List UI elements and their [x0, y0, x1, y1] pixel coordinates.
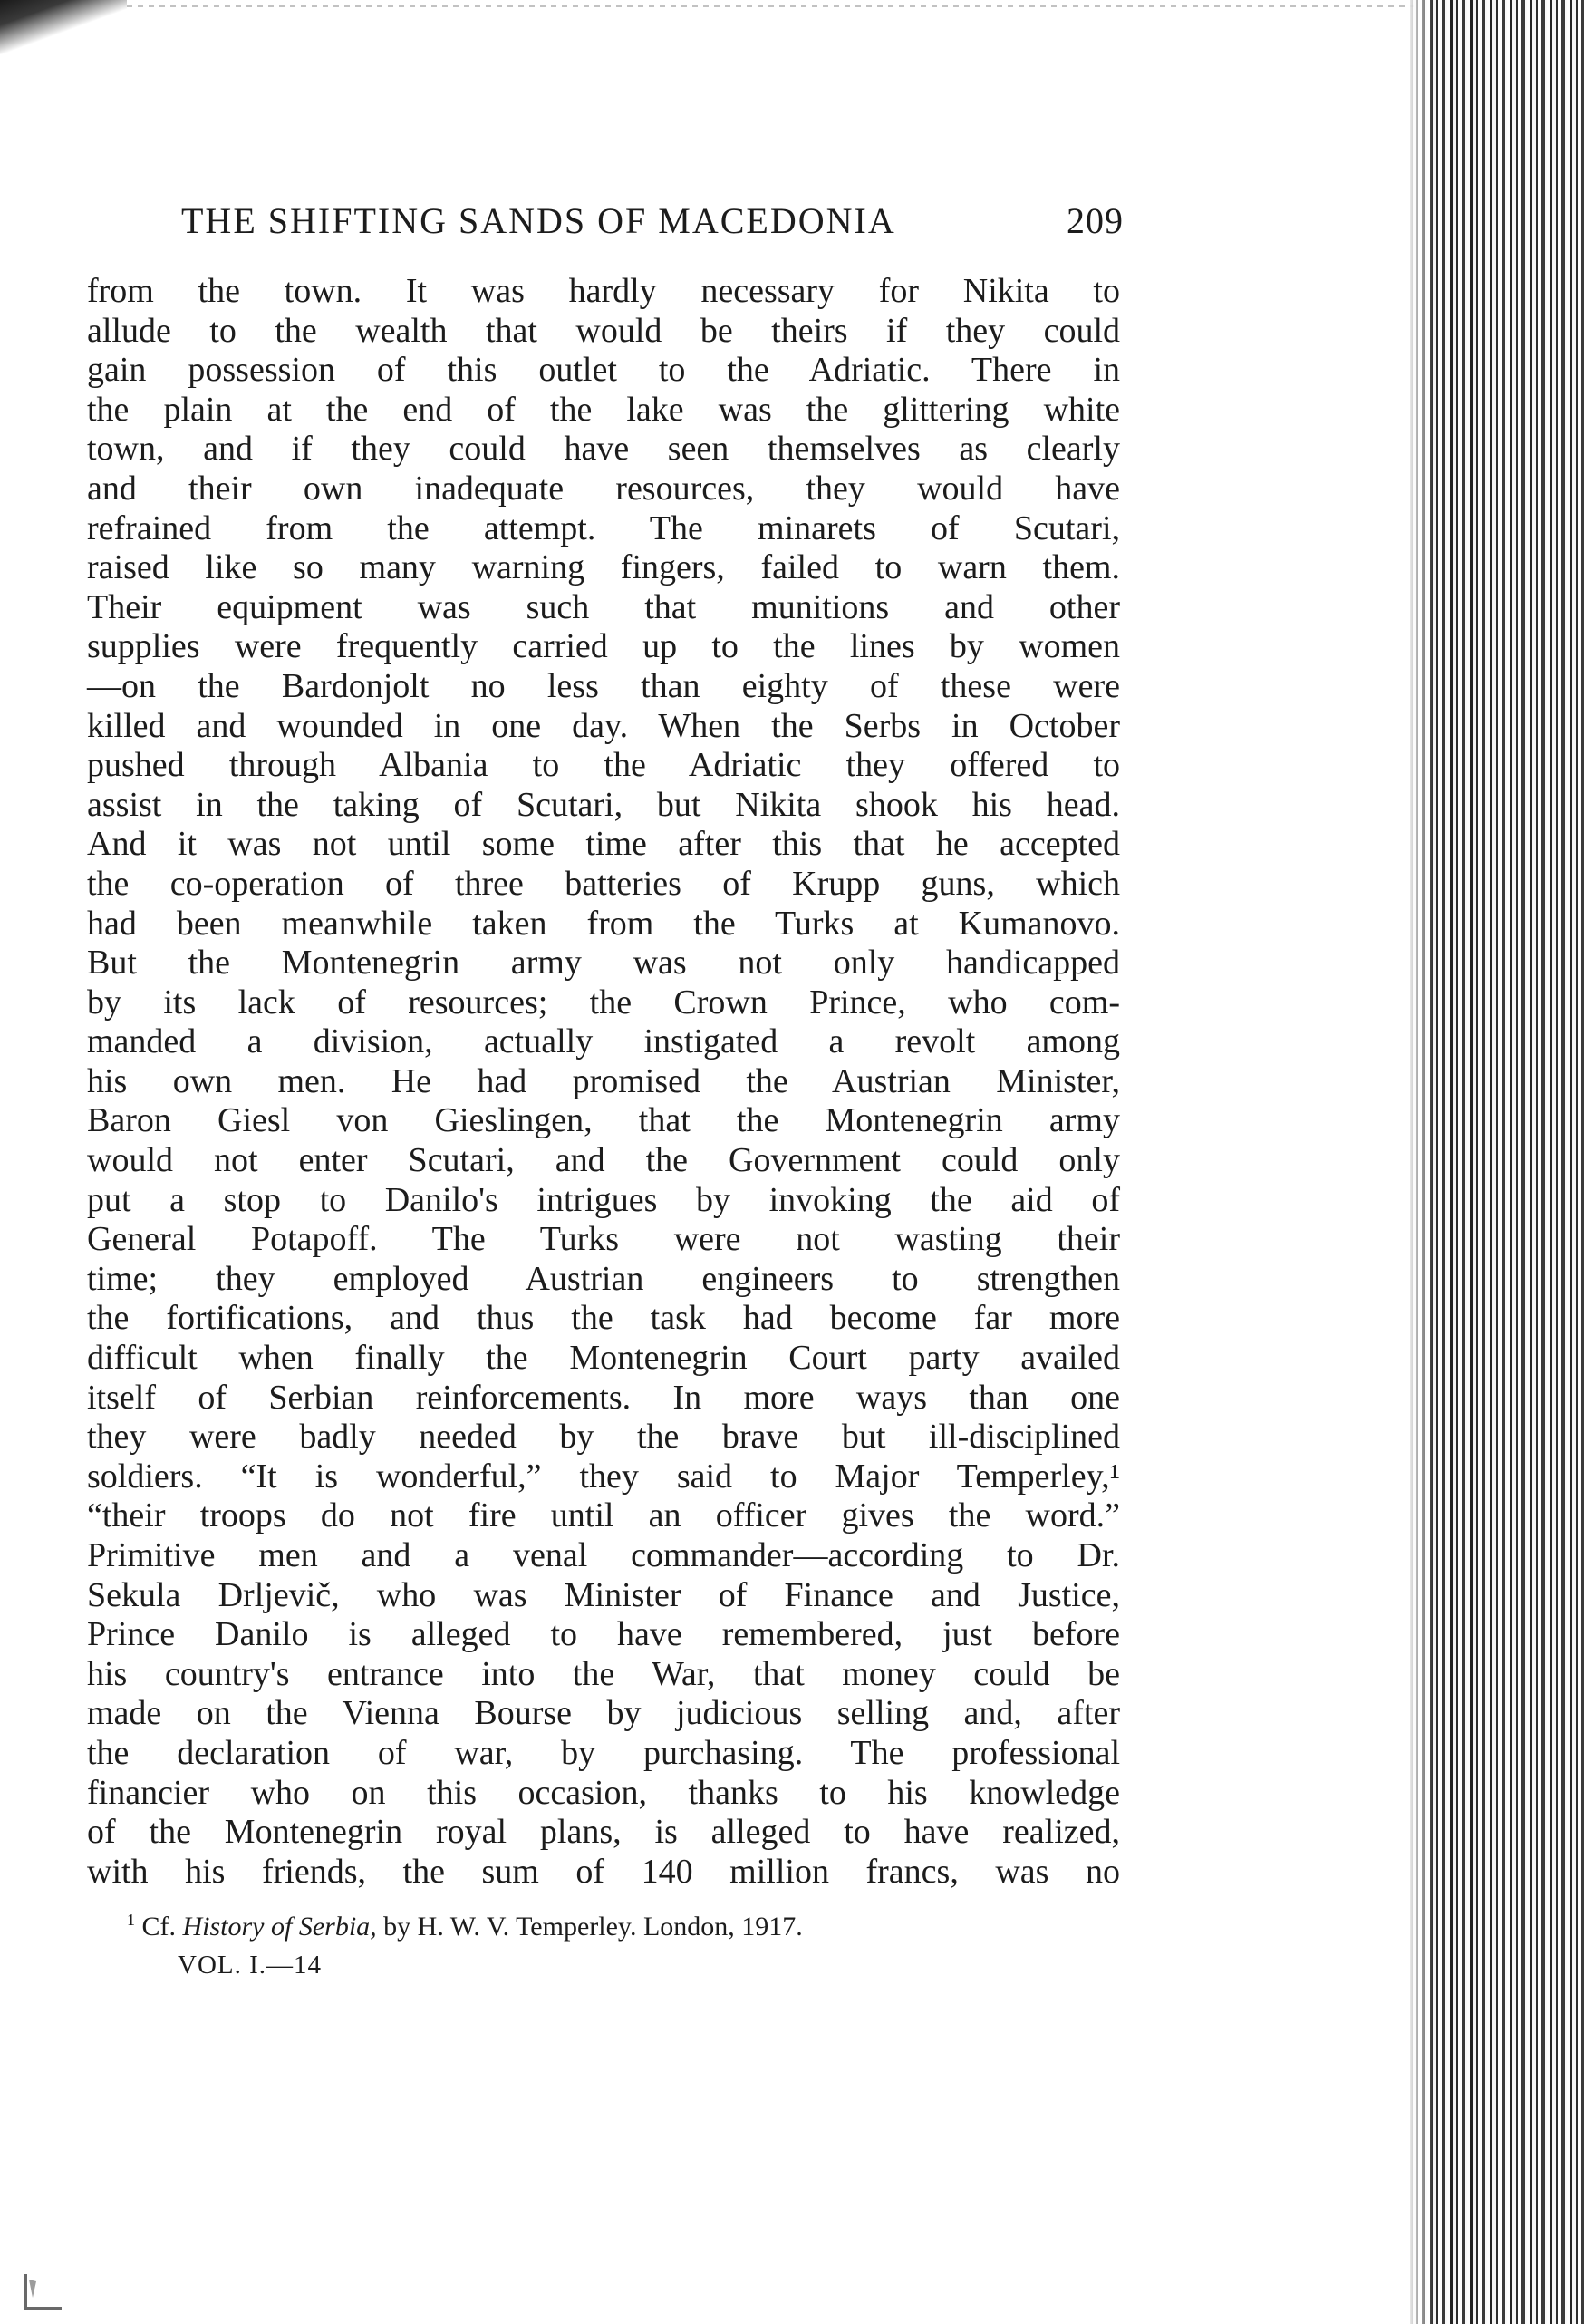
footnote-rest: by H. W. V. Temperley. London, 1917. — [383, 1912, 803, 1942]
scan-shadow — [0, 0, 127, 54]
text-line: Primitive men and a venal commander—according to Dr. — [87, 1536, 1120, 1574]
text-line: allude to the wealth that would be theirs if they could — [87, 311, 1120, 350]
running-header — [181, 199, 1124, 254]
text-line: Their equipment was such that munitions and other — [87, 587, 1120, 626]
text-line: his country's entrance into the War, that money could be — [87, 1654, 1120, 1693]
text-line: town, and if they could have seen themselves as clearly — [87, 430, 1120, 469]
text-line: General Potapoff. The Turks were not wasting their — [87, 1220, 1120, 1259]
text-line: with his friends, the sum of 140 million francs, was no — [87, 1852, 1120, 1891]
body-text — [87, 272, 1120, 1892]
signature-mark: VOL. I.—14 — [178, 1951, 323, 1980]
text-line: gain possession of this outlet to the Adriatic. There in — [87, 351, 1120, 390]
text-line: by its lack of resources; the Crown Prince, who com- — [87, 983, 1120, 1022]
text-line: made on the Vienna Bourse by judicious selling and, after — [87, 1694, 1120, 1733]
text-line: would not enter Scutari, and the Government could only — [87, 1141, 1120, 1180]
text-line: soldiers. “It is wonderful,” they said to Major Temperley,¹ — [87, 1457, 1120, 1496]
text-line: assist in the taking of Scutari, but Nikita shook his head. — [87, 785, 1120, 824]
text-line: Baron Giesl von Gieslingen, that the Montenegrin army — [87, 1101, 1120, 1140]
text-line: pushed through Albania to the Adriatic they offered to — [87, 746, 1120, 785]
text-line: Sekula Drljevič, who was Minister of Finance and Justice, — [87, 1575, 1120, 1614]
text-line: “their troops do not fire until an officer gives the word.” — [87, 1496, 1120, 1535]
text-line: difficult when finally the Montenegrin Court party availed — [87, 1339, 1120, 1378]
running-title: THE SHIFTING SANDS OF MACEDONIA — [181, 200, 896, 241]
text-line: the fortifications, and thus the task had become far more — [87, 1299, 1120, 1338]
text-line: had been meanwhile taken from the Turks at Kumanovo. — [87, 904, 1120, 943]
scan-corner-mark — [16, 2271, 71, 2316]
text-line: financier who on this occasion, thanks to his knowledge — [87, 1773, 1120, 1812]
scan-edge-line — [127, 5, 1414, 7]
text-line: put a stop to Danilo's intrigues by invoking the aid of — [87, 1180, 1120, 1219]
text-line: And it was not until some time after this that he accepted — [87, 825, 1120, 864]
text-line: they were badly needed by the brave but ill-disciplined — [87, 1418, 1120, 1457]
text-line: of the Montenegrin royal plans, is alleged to have realized, — [87, 1813, 1120, 1852]
text-line: —on the Bardonjolt no less than eighty of these were — [87, 666, 1120, 705]
text-line: the declaration of war, by purchasing. The professional — [87, 1733, 1120, 1772]
text-line: killed and wounded in one day. When the Serbs in October — [87, 706, 1120, 745]
text-line: manded a division, actually instigated a revolt among — [87, 1022, 1120, 1061]
text-line: Prince Danilo is alleged to have remembered, just before — [87, 1615, 1120, 1654]
footnote-prefix: Cf. — [141, 1912, 176, 1942]
text-line: raised like so many warning fingers, failed to warn them. — [87, 548, 1120, 587]
text-line: the plain at the end of the lake was the glittering white — [87, 390, 1120, 429]
text-line: refrained from the attempt. The minarets of Scutari, — [87, 508, 1120, 547]
book-page-edges — [1407, 0, 1584, 2324]
text-line: supplies were frequently carried up to the lines by women — [87, 627, 1120, 666]
footnote — [127, 1902, 1033, 1945]
page-number: 209 — [1067, 200, 1124, 241]
text-line: the co-operation of three batteries of Krupp guns, which — [87, 864, 1120, 903]
text-line: and their own inadequate resources, they would have — [87, 469, 1120, 508]
text-line: itself of Serbian reinforcements. In more ways than one — [87, 1378, 1120, 1417]
text-line: But the Montenegrin army was not only handicapped — [87, 944, 1120, 983]
text-line: his own men. He had promised the Austrian Minister, — [87, 1061, 1120, 1100]
footnote-book-title: History of Serbia, — [182, 1912, 377, 1942]
footnote-marker: 1 — [127, 1911, 135, 1929]
text-line: from the town. It was hardly necessary for Nikita to — [87, 272, 1120, 310]
text-line: time; they employed Austrian engineers to strengthen — [87, 1259, 1120, 1298]
